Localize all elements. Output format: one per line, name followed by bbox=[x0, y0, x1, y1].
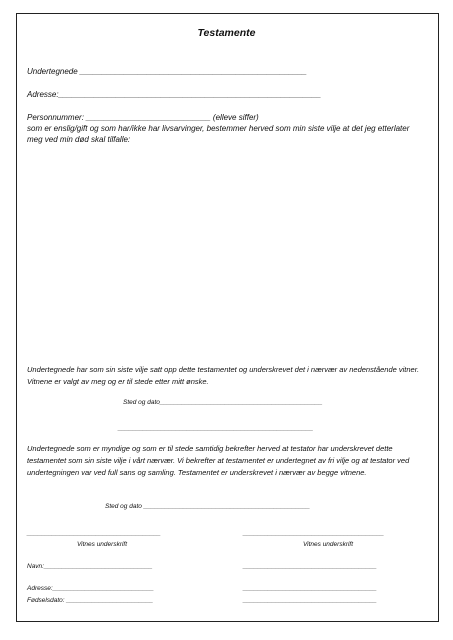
testator-signature-line[interactable]: ______________________________________________________ bbox=[118, 425, 314, 432]
intro-paragraph: som er enslig/gift og som har/ikke har livsarvinger, bestemmer herved som min siste vilje at det jeg etterlater meg ved min død skal tilfalle: bbox=[27, 124, 410, 144]
witness-2-signature-line[interactable]: _______________________________________ bbox=[243, 530, 384, 537]
adresse-field[interactable]: Adresse:___________________________________________________________ bbox=[27, 90, 322, 99]
witness-2-signature-label: Vitnes underskrift bbox=[302, 541, 354, 548]
personnummer-field[interactable]: Personnummer: ____________________________ (elleve siffer) bbox=[27, 113, 259, 122]
witness-2-fodselsdato-field[interactable]: _____________________________________ bbox=[243, 597, 377, 604]
witness-1-signature-label: Vitnes underskrift bbox=[76, 541, 128, 548]
witness-1-signature-line[interactable]: _____________________________________ bbox=[27, 530, 161, 537]
witness-1-fodselsdato-field[interactable]: Fødselsdato: ________________________ bbox=[27, 597, 154, 604]
witness-1-adresse-field[interactable]: Adresse:____________________________ bbox=[27, 585, 154, 592]
document-title: Testamente bbox=[197, 27, 256, 39]
sted-dato-field-2[interactable]: Sted og dato ______________________________________________ bbox=[105, 503, 310, 510]
witness-2-navn-field[interactable]: _____________________________________ bbox=[243, 563, 377, 570]
testator-paragraph: Undertegnede har som sin siste vilje satt opp dette testamentet og underskrevet det i nærvær av nedenstående vitner. Vitnene er valgt av meg og er til stede etter mitt ønske. bbox=[27, 365, 420, 386]
sted-dato-field-1[interactable]: Sted og dato_____________________________________________ bbox=[123, 399, 323, 406]
witness-paragraph: Undertegnede som er myndige og som er til stede samtidig bekrefter herved at testator har underskrevet dette testamentet som sin siste vilje i vårt nærvær. Vi bekrefter at testamentet er undertegnet av fri vilje og at testator ved undertegningen var ved full sans og samling. Testamentet er underskrevet i nærvær av begge vitnene. bbox=[27, 444, 410, 477]
undertegnede-field[interactable]: Undertegnede ___________________________________________________ bbox=[27, 67, 307, 76]
witness-2-adresse-field[interactable]: _____________________________________ bbox=[243, 585, 377, 592]
witness-1-navn-field[interactable]: Navn:______________________________ bbox=[27, 563, 153, 570]
